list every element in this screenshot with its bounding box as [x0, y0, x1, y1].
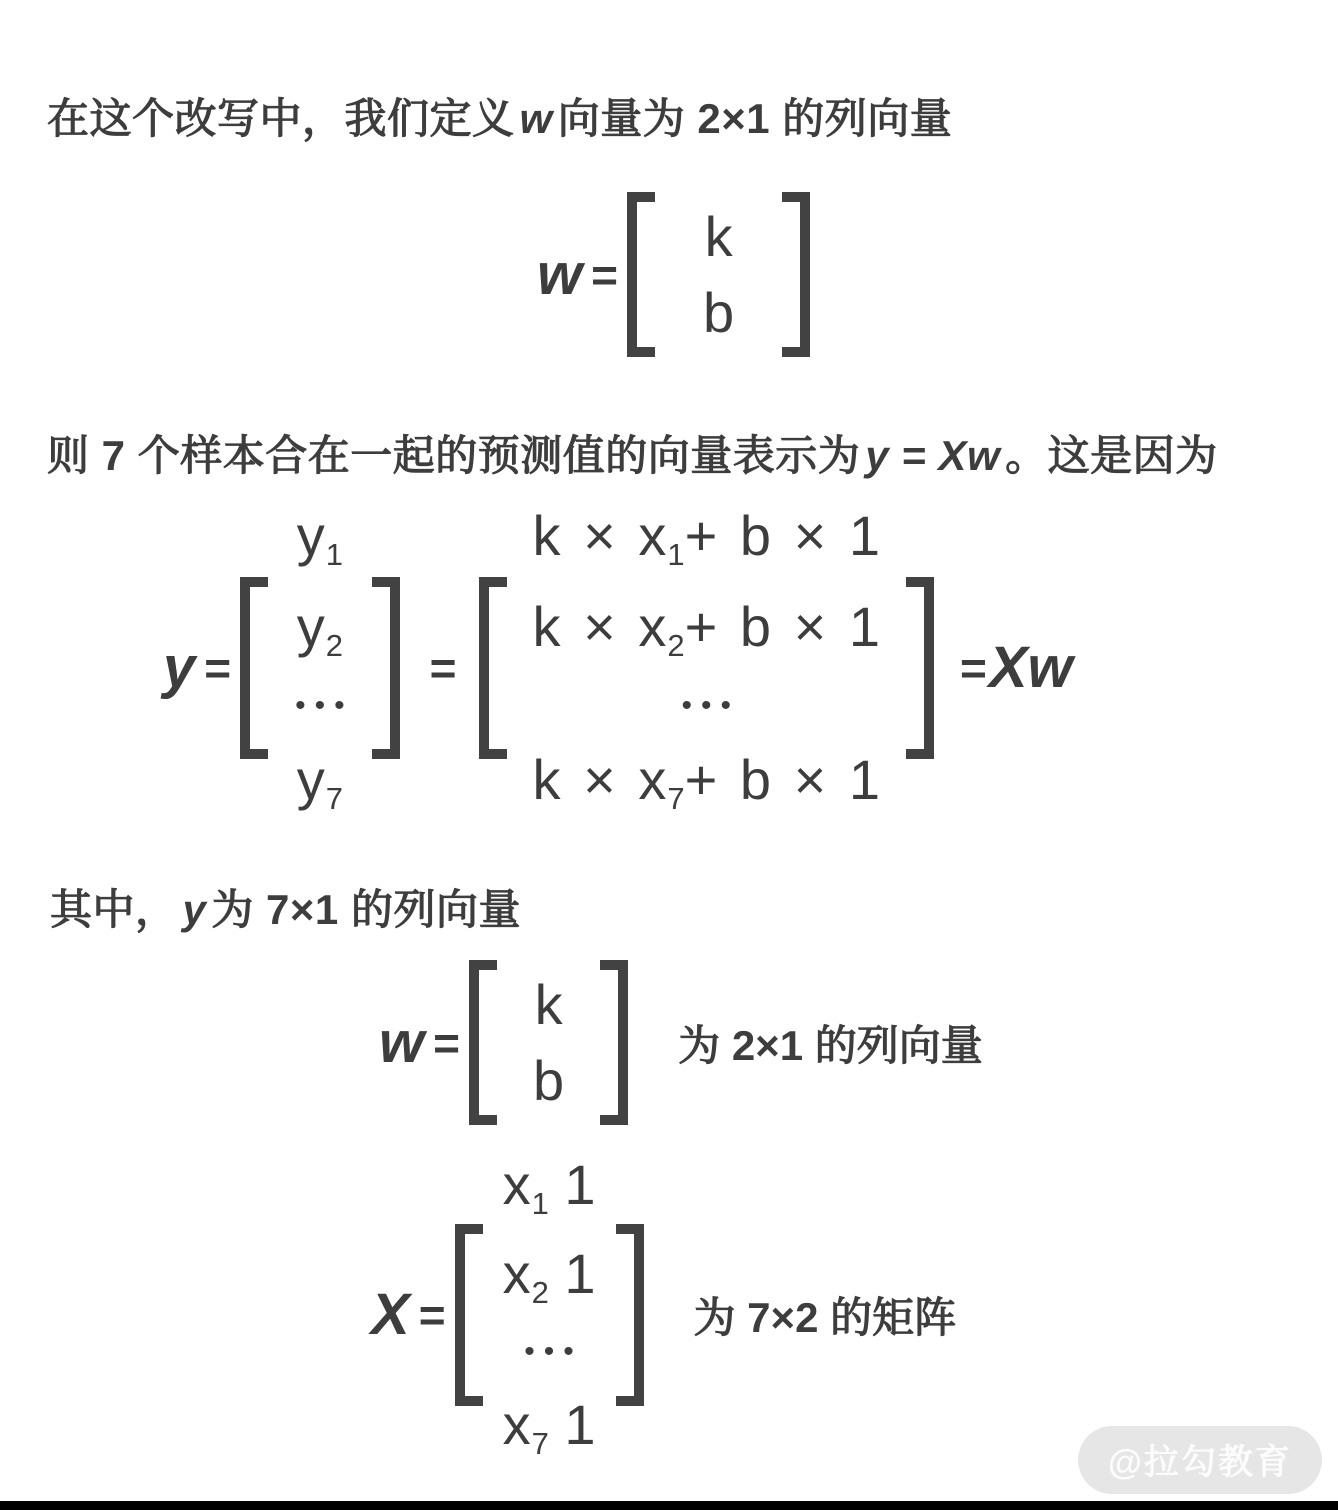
- entry-subscript: 2: [325, 628, 344, 663]
- text-segment: 则 7 个样本合在一起的预测值的向量表示为: [47, 432, 861, 479]
- paragraph-prediction: [47, 423, 1218, 483]
- right-bracket: [372, 577, 400, 759]
- math-var-y: y: [163, 634, 196, 700]
- text-segment: 向量为 2×1 的列向量: [557, 95, 953, 142]
- matrix-column: [497, 967, 600, 1119]
- equation-w-labeled: [379, 960, 983, 1125]
- entry-subscript: 2: [667, 628, 685, 663]
- equals-sign: =: [591, 248, 618, 301]
- entry-base: y: [296, 504, 325, 567]
- entry-base: k × x: [532, 504, 667, 567]
- left-bracket: [479, 577, 507, 759]
- watermark-badge: [1078, 1426, 1322, 1494]
- entry-tail: 1: [548, 1242, 596, 1305]
- ellipsis-dots: •••: [295, 689, 354, 722]
- math-var-X: X: [371, 1281, 410, 1347]
- entry-subscript: 7: [325, 781, 344, 816]
- expanded-matrix-column: [507, 500, 906, 835]
- equation-y-expansion: [163, 500, 1073, 835]
- entry-tail: 1: [548, 1393, 596, 1456]
- paragraph-y-note: [50, 877, 521, 937]
- entry-subscript: 7: [531, 1426, 549, 1461]
- matrix-entry: b: [703, 280, 735, 344]
- X-matrix-column: [483, 1150, 616, 1479]
- matrix-entry: [533, 500, 880, 591]
- entry-base: x: [502, 1153, 531, 1216]
- entry-base: x: [502, 1393, 531, 1456]
- math-var-Xw: Xw: [988, 634, 1073, 700]
- matrix-entry: k: [704, 204, 733, 268]
- matrix-entry: [503, 1239, 596, 1328]
- entry-subscript: 7: [667, 781, 685, 816]
- entry-base: y: [296, 748, 325, 811]
- watermark-text: @拉勾教育: [1107, 1443, 1292, 1482]
- entry-tail: + b × 1: [684, 504, 880, 567]
- entry-subscript: 2: [531, 1275, 549, 1310]
- matrix-entry: [503, 1150, 596, 1239]
- right-bracket: [616, 1224, 644, 1406]
- matrix-entry: [297, 591, 343, 682]
- matrix-column: [655, 199, 782, 351]
- math-var-w: w: [537, 241, 583, 307]
- left-bracket: [627, 192, 655, 357]
- left-bracket: [469, 960, 497, 1125]
- entry-subscript: 1: [531, 1186, 549, 1221]
- right-bracket: [782, 192, 810, 357]
- dimension-label: 为 2×1 的列向量: [678, 1021, 983, 1069]
- y-vector-column: [268, 500, 372, 835]
- bottom-divider: [0, 1501, 1338, 1510]
- equals-sign: =: [429, 641, 457, 694]
- math-var-w: w: [379, 1009, 425, 1075]
- ellipsis-dots: •••: [524, 1335, 583, 1368]
- matrix-entry: k: [534, 972, 563, 1036]
- equals-sign: =: [433, 1016, 460, 1069]
- entry-tail: + b × 1: [684, 748, 880, 811]
- text-segment: 。这是因为: [1005, 432, 1218, 479]
- entry-subscript: 1: [667, 537, 685, 572]
- entry-base: k × x: [532, 748, 667, 811]
- matrix-entry: b: [533, 1048, 565, 1112]
- equation-X-labeled: [371, 1150, 956, 1479]
- math-expr-y-equals-Xw: y = Xw: [865, 432, 1001, 479]
- entry-base: k × x: [532, 595, 667, 658]
- entry-tail: + b × 1: [684, 595, 880, 658]
- entry-tail: 1: [548, 1153, 596, 1216]
- equation-w-definition: [537, 192, 810, 357]
- entry-base: x: [502, 1242, 531, 1305]
- right-bracket: [906, 577, 934, 759]
- dimension-label: 为 7×2 的矩阵: [693, 1293, 957, 1341]
- matrix-entry: [533, 591, 880, 682]
- entry-subscript: 1: [325, 537, 344, 572]
- ellipsis-dots: •••: [681, 689, 741, 722]
- matrix-entry: [297, 744, 343, 835]
- math-var-y: y: [182, 886, 207, 933]
- text-segment: 为 7×1 的列向量: [211, 886, 521, 933]
- matrix-entry: [297, 500, 343, 591]
- left-bracket: [240, 577, 268, 759]
- text-segment: 在这个改写中，我们定义: [47, 95, 515, 142]
- matrix-entry: [503, 1390, 596, 1479]
- text-segment: 其中，: [50, 886, 178, 933]
- entry-base: y: [296, 595, 325, 658]
- paragraph-intro: [47, 86, 952, 146]
- left-bracket: [455, 1224, 483, 1406]
- matrix-entry: [533, 744, 880, 835]
- equals-sign: =: [418, 1288, 446, 1341]
- right-bracket: [600, 960, 628, 1125]
- math-var-w: w: [519, 95, 553, 142]
- equals-sign: =: [959, 641, 987, 694]
- equals-sign: =: [204, 641, 232, 694]
